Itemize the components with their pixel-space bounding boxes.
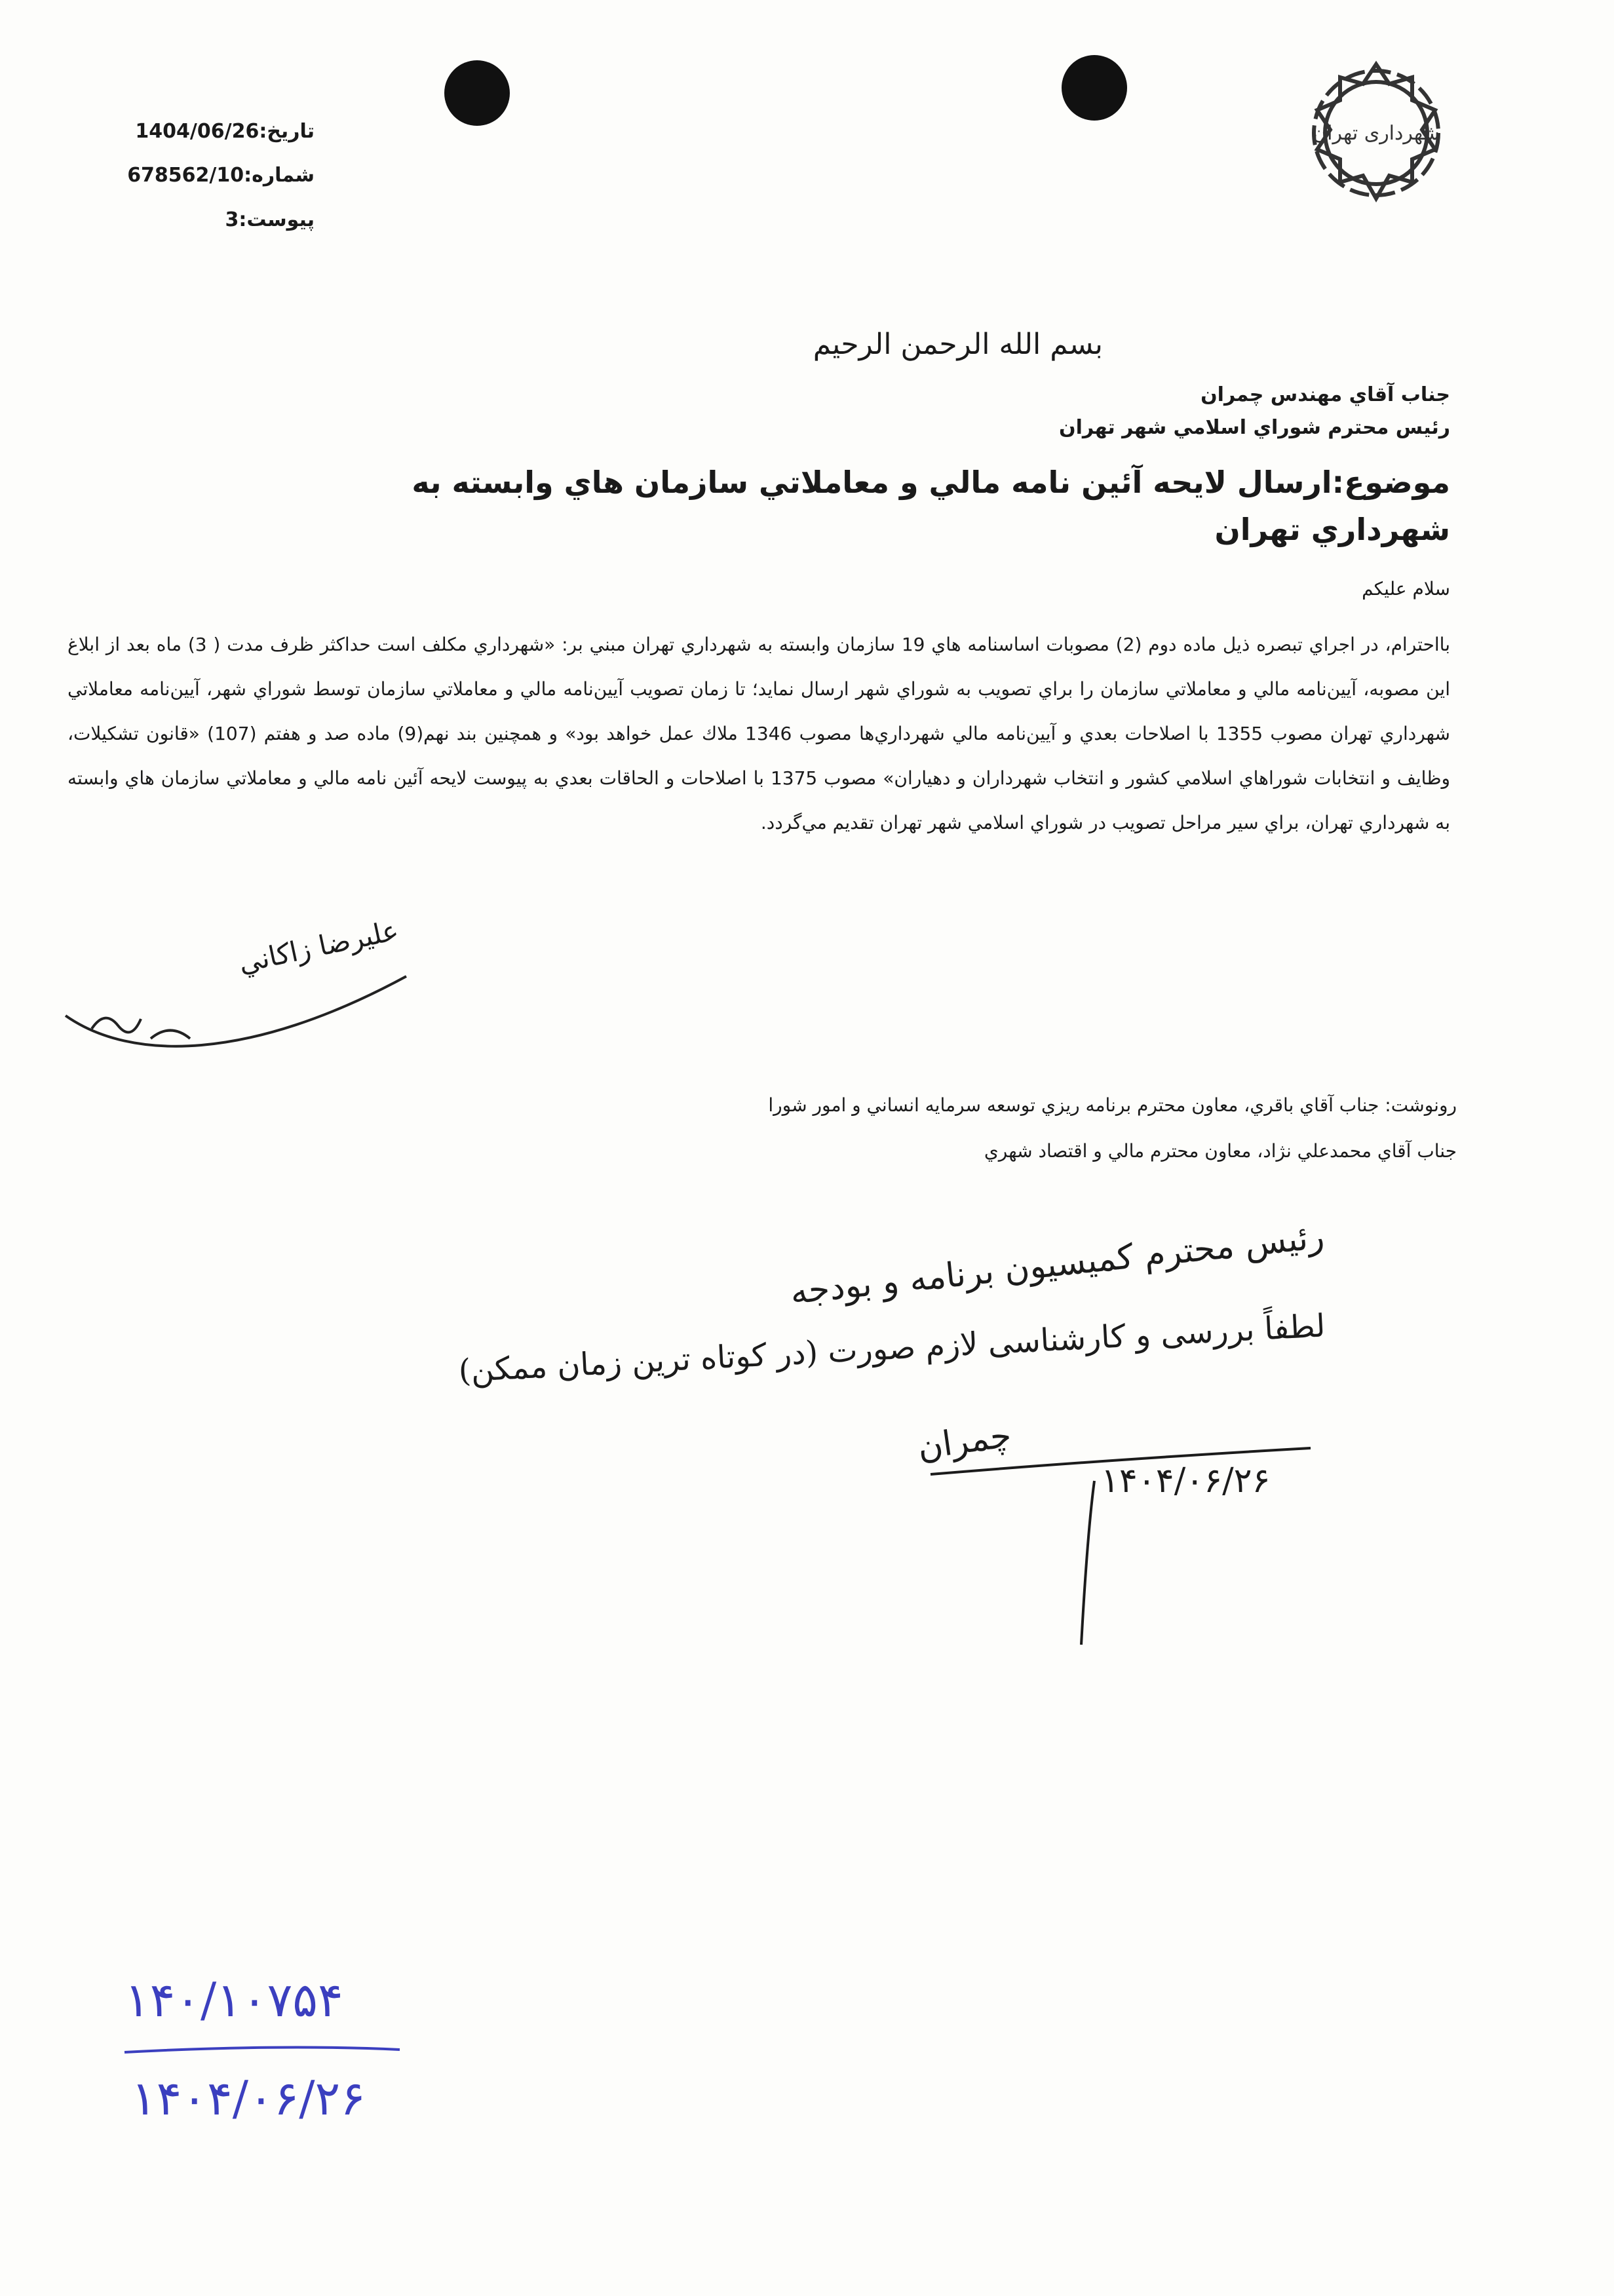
- registration-number: ۱۴۰/۱۰۷۵۴: [125, 1972, 343, 2027]
- letter-body: بااحترام، در اجراي تبصره ذيل ماده دوم (2) مصوبات اساسنامه هاي 19 سازمان وابسته به شهرداري تهران مبني بر: «شهرداري مكلف است حداكثر ظرف مدت ( 3) ماه بعد از ابلاغ اين مصوبه، آيين‌نامه مالي و معاملاتي سازمان را براي تصويب به شوراي شهر ارسال نمايد؛ تا زمان تصويب آيين‌نامه مالي و معاملاتي سازمان توسط شوراي شهر، آيين‌نامه معاملاتي شهرداري تهران مصوب 1355 با اصلاحات بعدي و آيين‌نامه مالي شهرداري‌ها مصوب 1346 ملاك عمل خواهد بود» و همچنين بند نهم(9) ماده صد و هفتم (107) «قانون تشكيلات، وظايف و انتخابات شوراهاي اسلامي كشور و انتخاب شهرداران و دهياران» مصوب 1375 با اصلاحات و الحاقات بعدي به پيوست لايحه آئين نامه مالي و معاملاتي سازمان هاي وابسته به شهرداري تهران، براي سير مراحل تصويب در شوراي اسلامي شهر تهران تقديم مي‌گردد.: [67, 634, 1451, 833]
- recipient-name: جناب آقاي مهندس چمران: [1201, 383, 1450, 406]
- cc-line-2: جناب آقاي محمدعلي نژاد، معاون محترم مالي و اقتصاد شهري: [984, 1140, 1457, 1162]
- attachment-label: پيوست:: [239, 208, 315, 231]
- date-label: تاريخ:: [259, 120, 315, 143]
- attachment-value: 3: [225, 208, 239, 231]
- handwritten-note-signer: چمران: [915, 1415, 1014, 1468]
- signature: [52, 913, 419, 1088]
- registration-date: ۱۴۰۴/۰۶/۲۶: [131, 2071, 366, 2126]
- attachment-line: [98, 208, 315, 231]
- recipient-title: رئيس محترم شوراي اسلامي شهر تهران: [1059, 416, 1450, 439]
- greeting: سلام عليكم: [1362, 578, 1450, 600]
- handwritten-note-date: ۱۴۰۴/۰۶/۲۶: [1101, 1461, 1271, 1501]
- cc-line-1: رونوشت: جناب آقاي باقري، معاون محترم برنامه ريزي توسعه سرمايه انساني و امور شورا: [768, 1094, 1457, 1116]
- basmala: بسم الله الرحمن الرحيم: [813, 328, 1103, 361]
- date-value: 1404/06/26: [135, 120, 259, 143]
- tehran-municipality-logo: [1294, 51, 1458, 215]
- handwritten-note-line-1: رئیس محترم کمیسیون برنامه و بودجه: [788, 1217, 1326, 1312]
- punch-hole-right: [1062, 55, 1127, 121]
- number-label: شماره:: [244, 164, 315, 187]
- number-value: 678562/10: [127, 164, 244, 187]
- registration-underline: [121, 2044, 403, 2060]
- letter-subject: موضوع:ارسال لايحه آئين نامه مالي و معاملاتي سازمان هاي وابسته به شهرداري تهران: [412, 465, 1450, 547]
- date-line: [98, 120, 315, 143]
- logo-text: شهرداری تهران: [1313, 122, 1440, 145]
- handwritten-note-line-2: لطفاً بررسی و کارشناسی لازم صورت (در کوتاه ترین زمان ممکن): [457, 1307, 1326, 1390]
- signature-name: عليرضا زاكاني: [235, 913, 402, 980]
- handwritten-note-lines: [917, 1402, 1343, 1651]
- number-line: [98, 164, 315, 187]
- punch-hole-left: [444, 60, 510, 126]
